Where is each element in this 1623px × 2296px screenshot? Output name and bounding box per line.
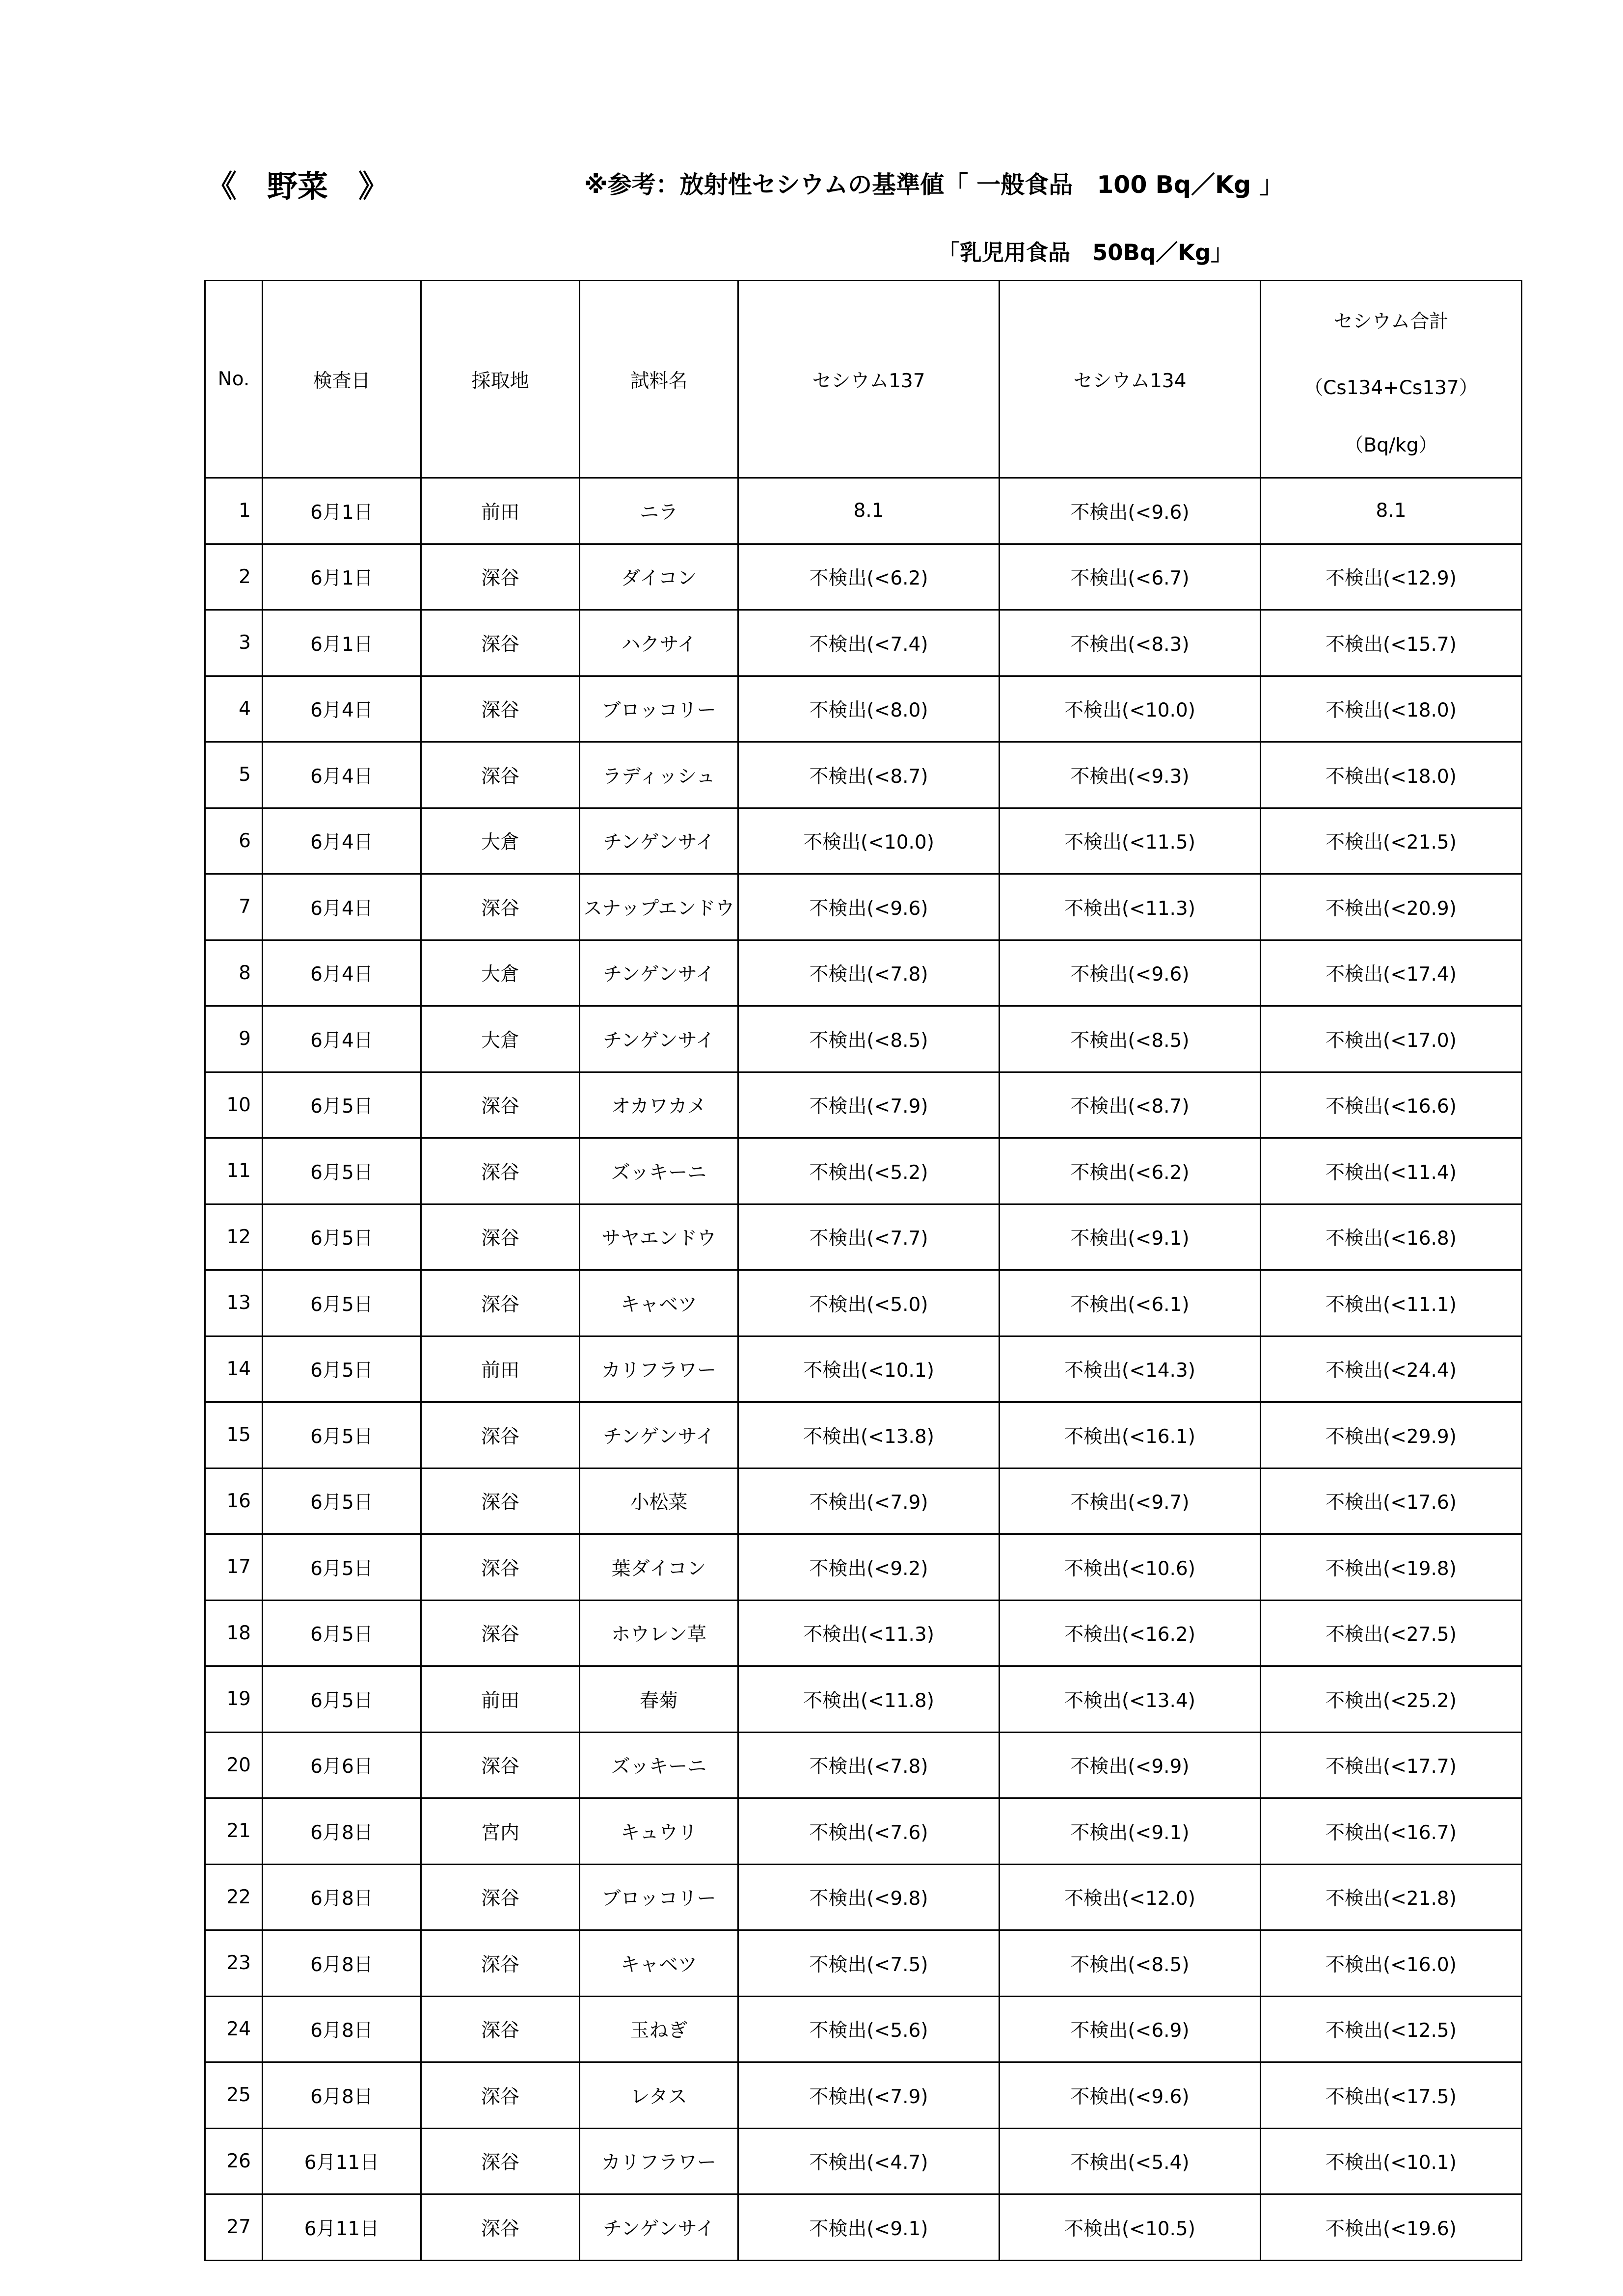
cell-cs137: 不検出(<9.1): [738, 2194, 1000, 2261]
cell-location: 深谷: [421, 2128, 580, 2194]
cell-no: 18: [205, 1600, 263, 1666]
cell-cs134: 不検出(<9.7): [1000, 1468, 1261, 1534]
cell-no: 24: [205, 1996, 263, 2062]
cell-cs134: 不検出(<11.5): [1000, 808, 1261, 874]
cell-cs137: 不検出(<10.0): [738, 808, 1000, 874]
header-total-formula: （Cs134+Cs137）: [1304, 376, 1478, 399]
cell-location: 深谷: [421, 742, 580, 808]
cell-cs137: 不検出(<7.4): [738, 610, 1000, 676]
cell-sample: ブロッコリー: [580, 1864, 738, 1930]
cell-no: 2: [205, 544, 263, 610]
cell-cs134: 不検出(<9.6): [1000, 2062, 1261, 2129]
cell-no: 16: [205, 1468, 263, 1534]
cell-location: 深谷: [421, 1270, 580, 1336]
cell-sample: チンゲンサイ: [580, 1006, 738, 1072]
cell-cs134: 不検出(<14.3): [1000, 1336, 1261, 1402]
cell-date: 6月4日: [263, 676, 421, 742]
cell-no: 5: [205, 742, 263, 808]
cell-date: 6月8日: [263, 1798, 421, 1865]
cell-total: 不検出(<21.8): [1261, 1864, 1522, 1930]
cell-date: 6月5日: [263, 1204, 421, 1270]
cell-sample: ニラ: [580, 478, 738, 544]
cell-date: 6月4日: [263, 808, 421, 874]
cell-date: 6月8日: [263, 2062, 421, 2129]
cell-location: 大倉: [421, 808, 580, 874]
cell-no: 19: [205, 1666, 263, 1733]
cell-date: 6月5日: [263, 1402, 421, 1468]
cell-sample: 小松菜: [580, 1468, 738, 1534]
cell-total: 不検出(<24.4): [1261, 1336, 1522, 1402]
cell-cs134: 不検出(<8.7): [1000, 1072, 1261, 1138]
cell-location: 深谷: [421, 1600, 580, 1666]
cell-location: 深谷: [421, 2194, 580, 2261]
cell-total: 不検出(<16.7): [1261, 1798, 1522, 1865]
cell-sample: キャベツ: [580, 1930, 738, 1997]
cell-no: 13: [205, 1270, 263, 1336]
cell-sample: ズッキーニ: [580, 1138, 738, 1204]
cell-cs134: 不検出(<8.5): [1000, 1930, 1261, 1997]
cell-cs137: 不検出(<8.0): [738, 676, 1000, 742]
cell-date: 6月5日: [263, 1270, 421, 1336]
cell-cs137: 不検出(<7.6): [738, 1798, 1000, 1865]
cell-location: 深谷: [421, 1930, 580, 1997]
cell-total: 不検出(<20.9): [1261, 874, 1522, 940]
table-row: [205, 1534, 1522, 1601]
table-row: [205, 874, 1522, 940]
cell-sample: ハクサイ: [580, 610, 738, 676]
cell-total: 不検出(<16.0): [1261, 1930, 1522, 1997]
header-cs137: セシウム137: [738, 281, 1000, 478]
cell-sample: 玉ねぎ: [580, 1996, 738, 2062]
cell-total: 不検出(<16.8): [1261, 1204, 1522, 1270]
cell-sample: ブロッコリー: [580, 676, 738, 742]
cell-cs134: 不検出(<5.4): [1000, 2128, 1261, 2194]
cell-sample: 春菊: [580, 1666, 738, 1733]
page-title: 《 野菜 》: [206, 168, 389, 204]
cell-total: 不検出(<11.4): [1261, 1138, 1522, 1204]
cell-location: 深谷: [421, 1204, 580, 1270]
cell-date: 6月5日: [263, 1072, 421, 1138]
cell-cs137: 不検出(<7.9): [738, 2062, 1000, 2129]
cell-total: 不検出(<25.2): [1261, 1666, 1522, 1733]
cell-date: 6月8日: [263, 1996, 421, 2062]
header-location: 採取地: [421, 281, 580, 478]
cell-sample: カリフラワー: [580, 2128, 738, 2194]
cell-total: 不検出(<29.9): [1261, 1402, 1522, 1468]
cell-total: 不検出(<21.5): [1261, 808, 1522, 874]
cell-cs134: 不検出(<16.1): [1000, 1402, 1261, 1468]
cell-total: 不検出(<17.0): [1261, 1006, 1522, 1072]
cell-no: 3: [205, 610, 263, 676]
table-row: [205, 940, 1522, 1006]
table-row: [205, 1072, 1522, 1138]
cell-cs137: 不検出(<5.0): [738, 1270, 1000, 1336]
cell-sample: ダイコン: [580, 544, 738, 610]
cell-total: 不検出(<18.0): [1261, 742, 1522, 808]
cell-sample: チンゲンサイ: [580, 1402, 738, 1468]
cell-date: 6月8日: [263, 1864, 421, 1930]
cell-cs137: 不検出(<5.6): [738, 1996, 1000, 2062]
cell-sample: オカワカメ: [580, 1072, 738, 1138]
cell-no: 10: [205, 1072, 263, 1138]
cesium-results-table: [204, 280, 1522, 2261]
cell-cs137: 不検出(<10.1): [738, 1336, 1000, 1402]
cell-date: 6月5日: [263, 1534, 421, 1601]
cell-cs137: 不検出(<7.9): [738, 1072, 1000, 1138]
cell-total: 不検出(<16.6): [1261, 1072, 1522, 1138]
cell-date: 6月11日: [263, 2128, 421, 2194]
cell-date: 6月4日: [263, 1006, 421, 1072]
table-row: [205, 1138, 1522, 1204]
cell-date: 6月1日: [263, 610, 421, 676]
cell-date: 6月5日: [263, 1336, 421, 1402]
cell-date: 6月5日: [263, 1468, 421, 1534]
cell-location: 深谷: [421, 1534, 580, 1601]
cell-date: 6月8日: [263, 1930, 421, 1997]
cell-total: 不検出(<12.5): [1261, 1996, 1522, 2062]
cell-no: 27: [205, 2194, 263, 2261]
table-row: [205, 742, 1522, 808]
table-row: [205, 544, 1522, 610]
cell-cs134: 不検出(<8.3): [1000, 610, 1261, 676]
cell-cs137: 不検出(<4.7): [738, 2128, 1000, 2194]
cell-no: 1: [205, 478, 263, 544]
cell-no: 26: [205, 2128, 263, 2194]
cell-location: 前田: [421, 1666, 580, 1733]
cell-cs134: 不検出(<10.5): [1000, 2194, 1261, 2261]
cell-date: 6月4日: [263, 742, 421, 808]
cell-cs137: 不検出(<11.8): [738, 1666, 1000, 1733]
cell-total: 不検出(<27.5): [1261, 1600, 1522, 1666]
cell-location: 前田: [421, 1336, 580, 1402]
cell-location: 深谷: [421, 1072, 580, 1138]
cell-date: 6月5日: [263, 1666, 421, 1733]
cell-sample: チンゲンサイ: [580, 940, 738, 1006]
cell-no: 6: [205, 808, 263, 874]
cell-cs134: 不検出(<9.9): [1000, 1732, 1261, 1798]
cell-location: 深谷: [421, 610, 580, 676]
cell-cs137: 不検出(<11.3): [738, 1600, 1000, 1666]
reference-standard-infant: 「乳児用食品 50Bq／Kg」: [938, 240, 1233, 266]
cell-total: 不検出(<17.6): [1261, 1468, 1522, 1534]
cell-location: 深谷: [421, 1996, 580, 2062]
cell-sample: スナップエンドウ: [580, 874, 738, 940]
cell-total: 不検出(<18.0): [1261, 676, 1522, 742]
cell-sample: サヤエンドウ: [580, 1204, 738, 1270]
cell-cs137: 不検出(<7.5): [738, 1930, 1000, 1997]
cell-cs134: 不検出(<12.0): [1000, 1864, 1261, 1930]
table-row: [205, 1732, 1522, 1798]
cell-cs137: 不検出(<7.9): [738, 1468, 1000, 1534]
cell-no: 20: [205, 1732, 263, 1798]
cell-total: 不検出(<19.6): [1261, 2194, 1522, 2261]
cell-date: 6月1日: [263, 478, 421, 544]
cell-sample: キュウリ: [580, 1798, 738, 1865]
cell-cs137: 不検出(<7.8): [738, 940, 1000, 1006]
cell-cs137: 不検出(<7.7): [738, 1204, 1000, 1270]
header-total-title: セシウム合計: [1333, 310, 1449, 333]
header-total: [1261, 281, 1522, 478]
cell-date: 6月5日: [263, 1600, 421, 1666]
table-row: [205, 1930, 1522, 1997]
reference-standard-general: ※参考：放射性セシウムの基準値「 一般食品 100 Bq／Kg 」: [584, 171, 1284, 199]
cell-location: 深谷: [421, 1468, 580, 1534]
table-row: [205, 808, 1522, 874]
cell-location: 深谷: [421, 2062, 580, 2129]
header-no: No.: [205, 281, 263, 478]
cell-date: 6月6日: [263, 1732, 421, 1798]
cell-location: 深谷: [421, 1732, 580, 1798]
cell-total: 不検出(<12.9): [1261, 544, 1522, 610]
cell-cs134: 不検出(<9.1): [1000, 1204, 1261, 1270]
cell-location: 深谷: [421, 544, 580, 610]
cell-sample: レタス: [580, 2062, 738, 2129]
cell-location: 大倉: [421, 1006, 580, 1072]
cell-cs137: 不検出(<5.2): [738, 1138, 1000, 1204]
cell-cs137: 不検出(<8.7): [738, 742, 1000, 808]
cell-cs137: 不検出(<9.6): [738, 874, 1000, 940]
header-sample: 試料名: [580, 281, 738, 478]
cell-no: 11: [205, 1138, 263, 1204]
header-date: 検査日: [263, 281, 421, 478]
table-row: [205, 1468, 1522, 1534]
cell-sample: チンゲンサイ: [580, 2194, 738, 2261]
cell-location: 深谷: [421, 1864, 580, 1930]
cell-location: 深谷: [421, 1402, 580, 1468]
cell-no: 17: [205, 1534, 263, 1601]
cell-date: 6月5日: [263, 1138, 421, 1204]
cell-no: 22: [205, 1864, 263, 1930]
cell-cs134: 不検出(<6.7): [1000, 544, 1261, 610]
cell-location: 前田: [421, 478, 580, 544]
cell-cs137: 不検出(<6.2): [738, 544, 1000, 610]
table-row: [205, 478, 1522, 544]
cell-no: 9: [205, 1006, 263, 1072]
cell-total: 不検出(<17.5): [1261, 2062, 1522, 2129]
table-row: [205, 1336, 1522, 1402]
cell-cs137: 不検出(<8.5): [738, 1006, 1000, 1072]
cell-cs134: 不検出(<9.3): [1000, 742, 1261, 808]
cell-cs134: 不検出(<10.6): [1000, 1534, 1261, 1601]
table-row: [205, 1996, 1522, 2062]
cell-cs134: 不検出(<8.5): [1000, 1006, 1261, 1072]
cell-no: 7: [205, 874, 263, 940]
cell-location: 深谷: [421, 874, 580, 940]
cell-date: 6月11日: [263, 2194, 421, 2261]
cell-total: 不検出(<11.1): [1261, 1270, 1522, 1336]
cell-cs134: 不検出(<6.1): [1000, 1270, 1261, 1336]
cell-sample: 葉ダイコン: [580, 1534, 738, 1601]
cell-location: 深谷: [421, 1138, 580, 1204]
cell-total: 不検出(<15.7): [1261, 610, 1522, 676]
cell-date: 6月4日: [263, 874, 421, 940]
header-cs134: セシウム134: [1000, 281, 1261, 478]
cell-cs137: 不検出(<9.2): [738, 1534, 1000, 1601]
cell-cs137: 8.1: [738, 478, 1000, 544]
cell-no: 4: [205, 676, 263, 742]
cell-no: 8: [205, 940, 263, 1006]
table-header-row: [205, 281, 1522, 478]
table-row: [205, 1666, 1522, 1733]
cell-sample: チンゲンサイ: [580, 808, 738, 874]
table-row: [205, 1402, 1522, 1468]
cell-cs134: 不検出(<9.6): [1000, 940, 1261, 1006]
table-row: [205, 1600, 1522, 1666]
cell-cs134: 不検出(<16.2): [1000, 1600, 1261, 1666]
table-row: [205, 1270, 1522, 1336]
cell-no: 25: [205, 2062, 263, 2129]
table-row: [205, 610, 1522, 676]
cell-location: 宮内: [421, 1798, 580, 1865]
cell-no: 23: [205, 1930, 263, 1997]
table-row: [205, 2062, 1522, 2129]
table-row: [205, 1204, 1522, 1270]
cell-cs134: 不検出(<9.6): [1000, 478, 1261, 544]
cell-total: 不検出(<10.1): [1261, 2128, 1522, 2194]
cell-total: 不検出(<17.4): [1261, 940, 1522, 1006]
cell-cs134: 不検出(<10.0): [1000, 676, 1261, 742]
cell-no: 15: [205, 1402, 263, 1468]
cell-cs134: 不検出(<13.4): [1000, 1666, 1261, 1733]
cell-no: 21: [205, 1798, 263, 1865]
cell-cs134: 不検出(<9.1): [1000, 1798, 1261, 1865]
table-row: [205, 1864, 1522, 1930]
cell-cs137: 不検出(<9.8): [738, 1864, 1000, 1930]
table-row: [205, 676, 1522, 742]
cell-location: 深谷: [421, 676, 580, 742]
cell-no: 12: [205, 1204, 263, 1270]
table-row: [205, 2194, 1522, 2261]
cell-date: 6月4日: [263, 940, 421, 1006]
cell-cs134: 不検出(<6.9): [1000, 1996, 1261, 2062]
cell-cs137: 不検出(<7.8): [738, 1732, 1000, 1798]
cell-date: 6月1日: [263, 544, 421, 610]
cell-cs137: 不検出(<13.8): [738, 1402, 1000, 1468]
table-row: [205, 2128, 1522, 2194]
header-total-unit: （Bq/kg）: [1344, 434, 1438, 456]
cell-sample: カリフラワー: [580, 1336, 738, 1402]
cell-cs134: 不検出(<6.2): [1000, 1138, 1261, 1204]
cell-sample: キャベツ: [580, 1270, 738, 1336]
cell-sample: ズッキーニ: [580, 1732, 738, 1798]
cell-sample: ラディッシュ: [580, 742, 738, 808]
cell-total: 8.1: [1261, 478, 1522, 544]
table-row: [205, 1798, 1522, 1865]
cell-no: 14: [205, 1336, 263, 1402]
cell-total: 不検出(<17.7): [1261, 1732, 1522, 1798]
cell-cs134: 不検出(<11.3): [1000, 874, 1261, 940]
cell-total: 不検出(<19.8): [1261, 1534, 1522, 1601]
cell-location: 大倉: [421, 940, 580, 1006]
table-row: [205, 1006, 1522, 1072]
cell-sample: ホウレン草: [580, 1600, 738, 1666]
